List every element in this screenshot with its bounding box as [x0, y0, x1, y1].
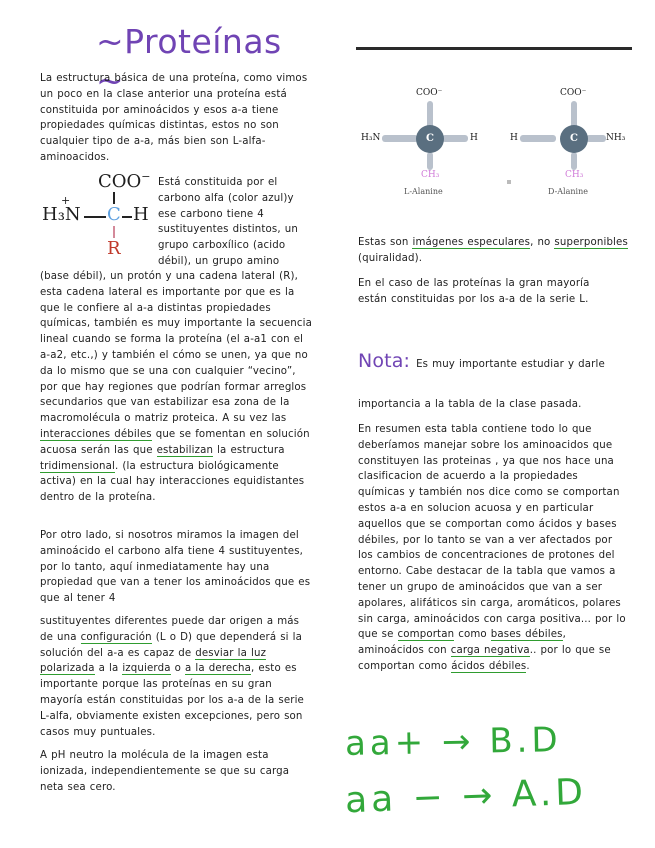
d-alanine-top-bond	[571, 101, 577, 128]
formula-coo: COO−	[98, 170, 151, 192]
d-alanine-right-bond	[586, 135, 606, 142]
formula-bond-top	[113, 192, 115, 204]
d-alanine-carbon: C	[560, 125, 588, 153]
d-alanine-bottom-bond	[571, 152, 577, 170]
l-alanine-bottom-group: CH₃	[421, 170, 440, 180]
alpha-carbon-paragraph: Está constituida por el carbono alfa (color azul)y ese carbono tiene 4 sustituyentes distintos, un grupo carboxílico (acido débil), un grupo amino	[158, 177, 298, 267]
table-summary-paragraph: En resumen esta tabla contiene todo lo que deberíamos manejar sobre los aminoacidos que constituyen las proteinas , ya que nos hace una clasificacion de acuerdo a la propiedades químicas y también nos dice como se comportan estos a-a en solucion acuosa y en particular aquellos que se comportan como ácidos y bases débiles, por lo tanto se van a ver afectados por los cambios de concentraciones de protones del entorno. Cabe destacar de la tabla que vamos a tener un grupo de aminoácidos que van a ser apolares, alifáticos sin carga, aromáticos, polares sin carga, aminoácidos con carga positiva... por lo que se comportan como bases débiles, aminoácidos con carga negativa.. por lo que se comportan como ácidos débiles.	[358, 424, 626, 672]
side-chain-paragraph: (base débil), un protón y una cadena lateral (R), esta cadena lateral es importante por que es la que le confiere al a-a distintas propiedades químicas, también es muy importante la secuencia lineal cuando se forma la proteína (el a-a1 con el a-a2, etc.,) y también el cómo se unen, ya que no da lo mismo que se una con cualquier “vecino”, por que hay regiones que podrían formar arreglos secundarios que van estabilizar esa zona de la macromolécula o matriz proteica. A su vez las interacciones débiles que se fomentan en solución acuosa serán las que estabilizan la estructura tridimensional. (la estructura biológicamente activa) en la cual hay interacciones equidistantes dentro de la proteína.	[40, 271, 312, 504]
d-alanine-bottom-group: CH₃	[565, 170, 584, 180]
l-alanine-left-group: H₃N	[361, 133, 381, 143]
formula-plus: +	[61, 194, 71, 207]
handwritten-note-acids: aa − → A.D	[344, 771, 588, 822]
l-alanine-right-group: H	[470, 133, 478, 143]
formula-h: H	[133, 204, 149, 225]
nota-continuation: importancia a la tabla de la clase pasada.	[358, 399, 582, 410]
d-alanine-left-bond	[520, 135, 556, 142]
d-alanine-left-group: H	[510, 133, 518, 143]
header-rule	[356, 47, 632, 50]
formula-h3n: H₃N	[42, 204, 81, 225]
d-alanine-right-group: NH₃	[606, 133, 626, 143]
d-alanine-model	[506, 88, 631, 200]
l-alanine-model	[358, 88, 483, 200]
nota-label: Nota:	[358, 350, 411, 372]
formula-bond-left	[84, 216, 106, 218]
l-alanine-bottom-bond	[427, 152, 433, 170]
amino-acid-formula	[40, 170, 156, 264]
mirror-images-paragraph: Estas son imágenes especulares, no superponibles (quiralidad).	[358, 237, 628, 264]
nota-line: Nota: Es muy importante estudiar y darle	[358, 350, 605, 372]
formula-bond-bottom	[113, 226, 115, 238]
l-alanine-top-bond	[427, 101, 433, 128]
alanine-enantiomers-figure	[358, 88, 628, 200]
l-alanine-label: L-Alanine	[404, 187, 443, 196]
formula-bond-right	[122, 216, 132, 218]
handwritten-note-bases: aa+ → B.D	[344, 720, 562, 764]
formula-r-group: R	[107, 238, 121, 259]
chirality-paragraph: Por otro lado, si nosotros miramos la imagen del aminoácido el carbono alfa tiene 4 sustituyentes, por lo tanto, aquí inmediatamente hay una propiedad que van a tener los aminoácidos que es que al tener 4	[40, 530, 311, 605]
l-alanine-right-bond	[442, 135, 468, 142]
l-alanine-carbon: C	[416, 125, 444, 153]
l-alanine-top-group: COO⁻	[416, 88, 443, 98]
intro-paragraph: La estructura básica de una proteína, como vimos un poco en la clase anterior una proteína está constituida por aminoácidos y esos a-a tiene propiedades químicas distintas, estos no son cualquier tipo de a-a, más bien son L-alfa-aminoacidos.	[40, 73, 308, 163]
l-alanine-left-bond	[382, 135, 418, 142]
d-alanine-label: D-Alanine	[548, 187, 588, 196]
formula-alpha-carbon: C	[107, 204, 121, 225]
ph-paragraph: A pH neutro la molécula de la imagen esta ionizada, independientemente se que su carga neta sea cero.	[40, 750, 290, 793]
d-alanine-top-group: COO⁻	[560, 88, 587, 98]
page-title: ~Proteínas ~	[96, 22, 282, 100]
configuration-paragraph: sustituyentes diferentes puede dar origen a más de una configuración (L o D) que dependerá si la solución del a-a es capaz de desviar la luz polarizada a la izquierda o a la derecha, esto es importante porque las proteínas en su gran mayoría están constituidas por los a-a de la serie L-alfa, obviamente existen excepciones, pero son casos muy puntuales.	[40, 616, 304, 738]
l-series-paragraph: En el caso de las proteínas la gran mayoría están constituidas por los a-a de la serie L.	[358, 278, 590, 305]
